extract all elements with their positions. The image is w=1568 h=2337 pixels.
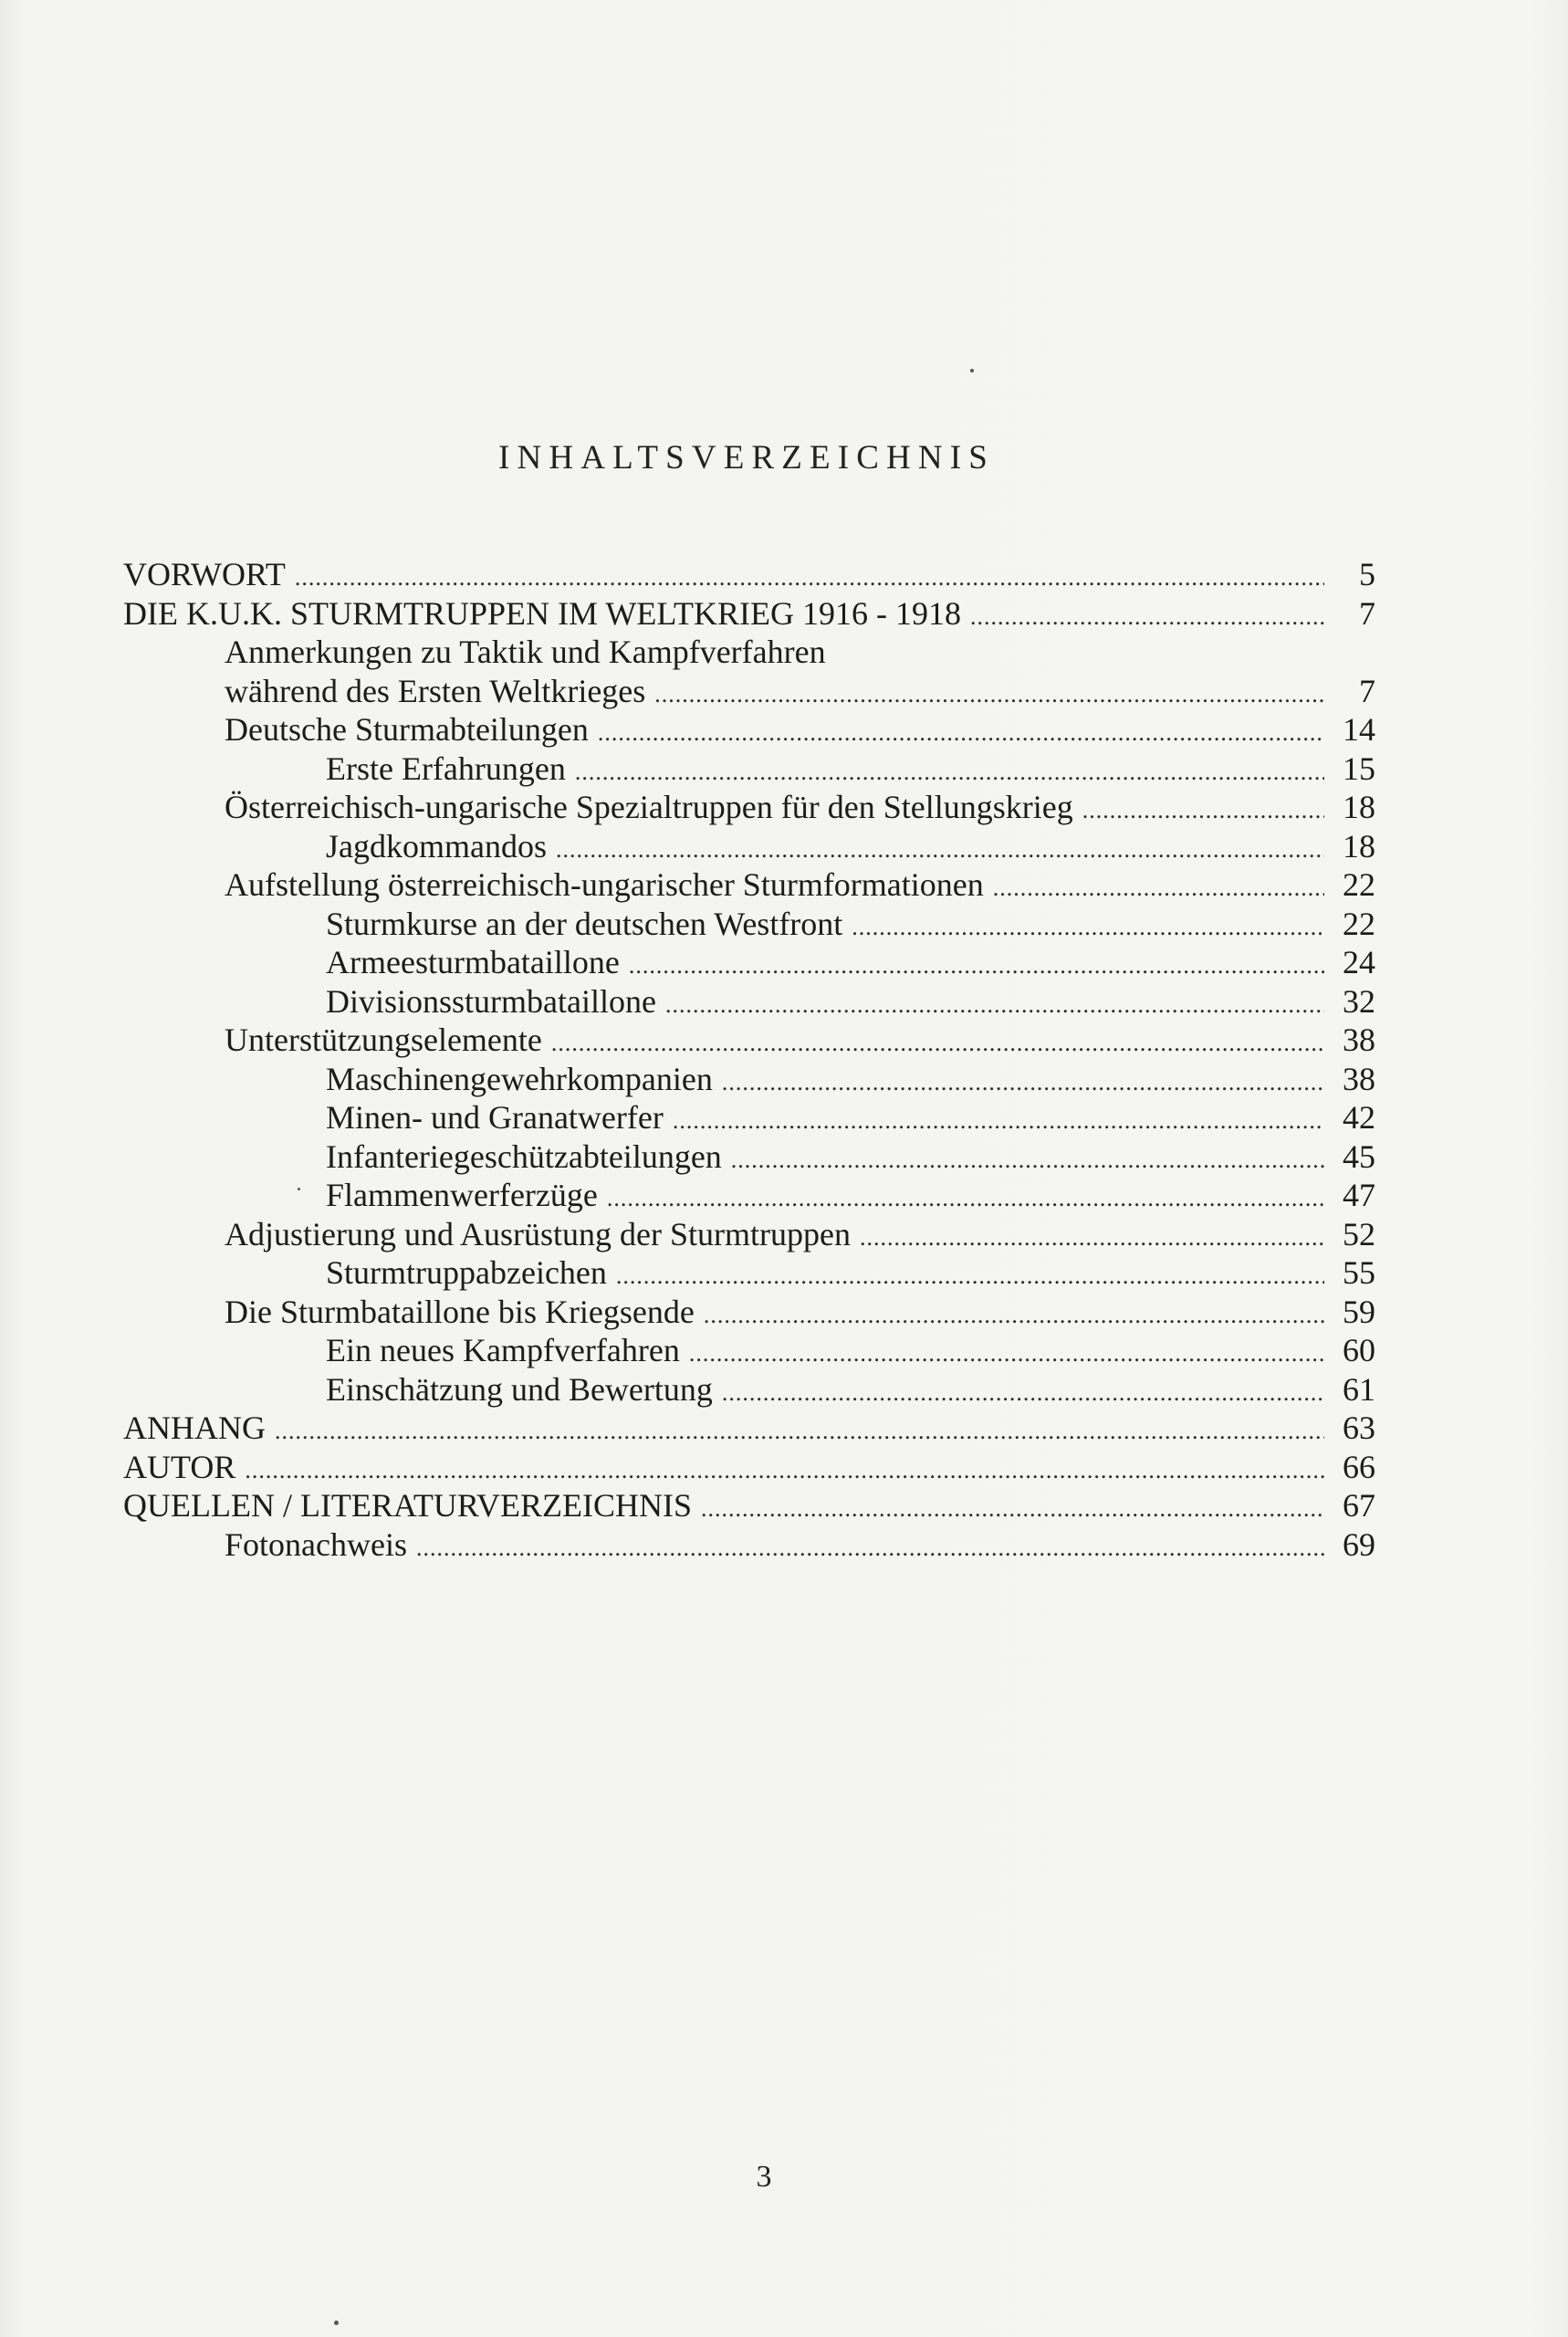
toc-entry-page: 42 [1343,1099,1375,1136]
dot-leader [616,1257,1324,1295]
toc-entry-page: 60 [1343,1332,1375,1368]
toc-entry [123,1176,1375,1215]
toc-entry [123,1253,1375,1293]
toc-entry [123,594,1375,634]
dot-leader [665,986,1324,1024]
toc-entry [123,982,1375,1022]
page-title: INHALTSVERZEICHNIS [498,439,995,477]
toc-entry [123,749,1375,789]
dot-leader [970,598,1324,636]
toc-entry-page: 22 [1343,866,1375,903]
toc-entry [123,1370,1375,1410]
dot-leader [701,1490,1324,1528]
paper-speck [298,1188,300,1190]
toc-entry [123,1060,1375,1099]
toc-entry [123,1525,1375,1565]
toc-entry-page: 7 [1359,594,1375,632]
toc-entry [123,827,1375,866]
toc-entry-page: 55 [1343,1254,1375,1291]
toc-entry-title: Adjustierung und Ausrüstung der Sturmtruppen [225,1215,851,1252]
dot-leader [673,1102,1324,1140]
toc-entry-title: Infanteriegeschützabteilungen [326,1137,722,1175]
toc-entry [123,555,1375,594]
toc-entry [123,1215,1375,1254]
toc-entry [123,865,1375,905]
toc-entry-title: Armeesturmbataillone [326,944,620,980]
toc-entry [123,633,1375,672]
dot-leader [575,753,1324,791]
toc-entry [123,1486,1375,1525]
toc-entry-page: 69 [1343,1525,1375,1563]
toc-entry-page: 7 [1359,672,1375,709]
toc-entry-page: 66 [1343,1448,1375,1485]
toc-entry [123,710,1375,749]
toc-entry-title: AUTOR [123,1448,236,1485]
dot-leader [295,559,1324,597]
toc-entry [123,672,1375,711]
toc-entry-title: Minen- und Granatwerfer [326,1099,664,1136]
toc-entry [123,943,1375,982]
toc-entry-page: 52 [1343,1215,1375,1252]
toc-entry [123,1409,1375,1448]
toc-entry-page: 24 [1343,944,1375,980]
toc-entry-page: 59 [1343,1293,1375,1330]
toc-entry-title: Die Sturmbataillone bis Kriegsende [225,1293,695,1330]
dot-leader [556,831,1324,869]
table-of-contents [123,555,1375,1564]
toc-entry [123,1293,1375,1332]
toc-entry-title: Ein neues Kampfverfahren [326,1332,680,1368]
toc-entry-page: 15 [1343,749,1375,787]
toc-entry [123,1021,1375,1060]
toc-entry-title: Sturmtruppabzeichen [326,1254,607,1291]
toc-entry [123,1331,1375,1370]
toc-entry-page: 14 [1343,711,1375,748]
toc-entry-page: 32 [1343,982,1375,1020]
toc-entry-title: VORWORT [123,556,286,592]
paper-speck [334,2321,339,2325]
toc-entry-title: während des Ersten Weltkrieges [225,672,646,709]
dot-leader [607,1179,1324,1218]
toc-entry-page: 22 [1343,905,1375,942]
toc-entry-page: 38 [1343,1022,1375,1058]
toc-entry-title: Flammenwerferzüge [326,1177,598,1213]
toc-entry-page: 67 [1343,1487,1375,1524]
toc-entry-title: Divisionssturmbataillone [326,982,656,1020]
dot-leader [275,1412,1324,1451]
toc-entry-title: Österreichisch-ungarische Spezialtruppen für den Stellungskrieg [225,789,1073,825]
dot-leader [598,714,1324,752]
dot-leader [860,1219,1324,1257]
toc-entry-title: Sturmkurse an der deutschen Westfront [326,905,843,942]
dot-leader [731,1141,1324,1179]
toc-entry [123,1098,1375,1137]
toc-entry-title: Fotonachweis [225,1525,407,1563]
dot-leader [689,1335,1324,1373]
toc-entry-page: 38 [1343,1060,1375,1097]
page-number: 3 [756,2160,772,2194]
dot-leader [245,1451,1324,1490]
toc-entry-title: Jagdkommandos [326,827,547,865]
toc-entry [123,788,1375,827]
toc-entry-page: 18 [1343,827,1375,865]
toc-entry-title: Anmerkungen zu Taktik und Kampfverfahren [225,634,826,670]
toc-entry-title: Maschinengewehrkompanien [326,1060,713,1097]
toc-entry-title: Unterstützungselemente [225,1022,542,1058]
toc-entry-title: QUELLEN / LITERATURVERZEICHNIS [123,1487,693,1524]
dot-leader [852,908,1324,947]
dot-leader [993,869,1324,907]
dot-leader [722,1374,1324,1412]
toc-entry-title: ANHANG [123,1410,266,1446]
toc-entry-title: DIE K.U.K. STURMTRUPPEN IM WELTKRIEG 1916 - 1918 [123,594,961,632]
toc-entry [123,1448,1375,1487]
dot-leader [704,1296,1324,1335]
toc-entry [123,905,1375,944]
toc-entry-title: Deutsche Sturmabteilungen [225,711,589,748]
toc-entry-page: 18 [1343,789,1375,825]
toc-entry-title: Aufstellung österreichisch-ungarischer Sturmformationen [225,866,984,903]
toc-entry-title: Erste Erfahrungen [326,749,566,787]
toc-entry [123,1137,1375,1177]
toc-entry-page: 61 [1343,1370,1375,1408]
toc-entry-page: 45 [1343,1137,1375,1175]
toc-entry-page: 63 [1343,1410,1375,1446]
toc-entry-title: Einschätzung und Bewertung [326,1370,713,1408]
toc-entry-page: 5 [1359,556,1375,592]
dot-leader [629,947,1324,985]
paper-speck [970,369,974,372]
dot-leader [551,1024,1324,1063]
dot-leader [654,676,1324,714]
dot-leader [722,1064,1324,1102]
toc-entry-page: 47 [1343,1177,1375,1213]
dot-leader [416,1529,1324,1567]
dot-leader [1082,791,1324,830]
